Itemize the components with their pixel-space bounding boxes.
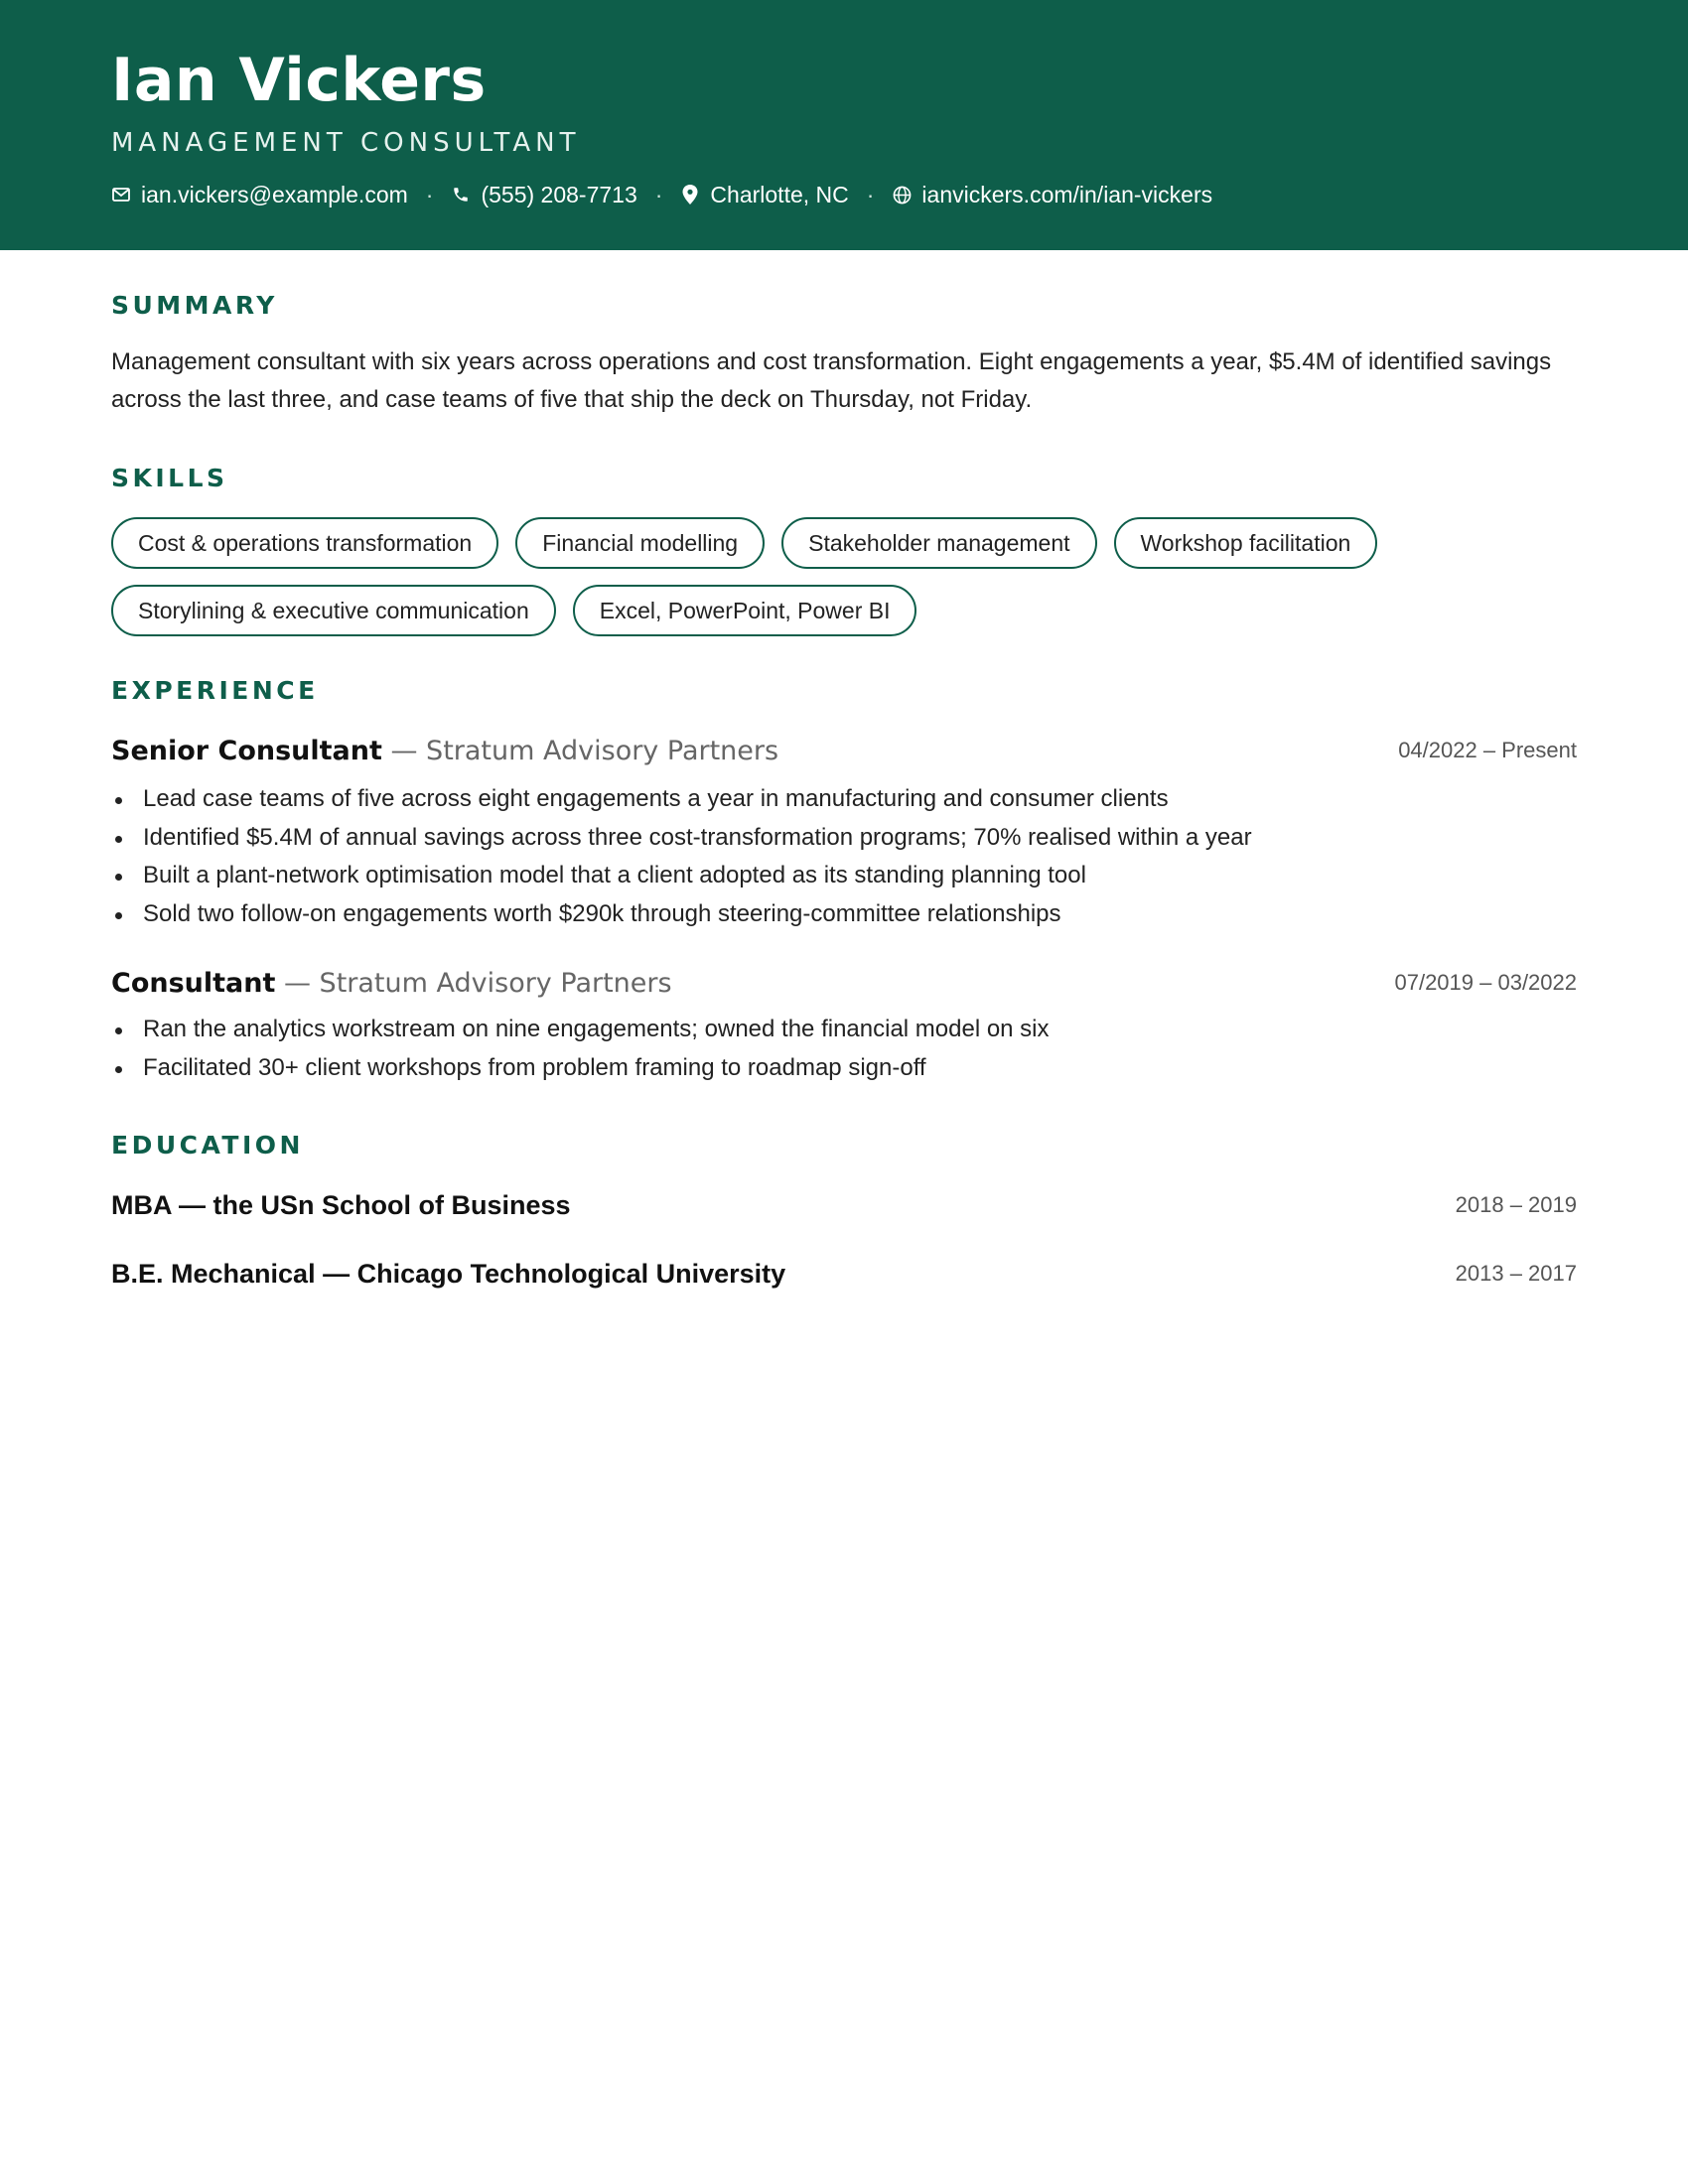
- envelope-icon: [111, 185, 131, 205]
- skills-heading: SKILLS: [111, 464, 228, 492]
- skill-chip: Storylining & executive communication: [111, 585, 556, 636]
- job-dates: 04/2022 – Present: [1398, 738, 1577, 762]
- experience-heading: EXPERIENCE: [111, 676, 319, 705]
- job-bullets: [111, 780, 1581, 933]
- skill-chip: Financial modelling: [515, 517, 765, 569]
- contact-location: [680, 182, 848, 208]
- bullet-item: Identified $5.4M of annual savings across three cost-transformation programs; 70% realised within a year: [111, 819, 1581, 858]
- contact-separator: ·: [425, 181, 434, 207]
- summary-text: Management consultant with six years across operations and cost transformation. Eight engagements a year, $5.4M of identified savings across the last three, and case teams of five that ship the deck on Thursday, not Friday.: [111, 348, 1552, 413]
- job-title: Senior Consultant: [111, 735, 382, 766]
- skills-row: [111, 517, 1591, 569]
- candidate-role: MANAGEMENT CONSULTANT: [111, 128, 581, 158]
- contact-phone-text: (555) 208-7713: [481, 181, 637, 207]
- education-entry: [111, 1254, 1577, 1294]
- skill-chip: Excel, PowerPoint, Power BI: [573, 585, 917, 636]
- job-header: [111, 963, 1577, 1003]
- contact-bar: [111, 179, 1212, 210]
- education-heading: EDUCATION: [111, 1131, 304, 1160]
- contact-website-text: ianvickers.com/in/ian-vickers: [921, 181, 1213, 207]
- contact-phone[interactable]: [451, 182, 636, 208]
- skill-chip: Cost & operations transformation: [111, 517, 498, 569]
- education-degree: B.E. Mechanical — Chicago Technological University: [111, 1258, 786, 1289]
- summary-heading: SUMMARY: [111, 291, 278, 320]
- job-bullets: [111, 1011, 1581, 1087]
- candidate-name: Ian Vickers: [111, 46, 487, 115]
- contact-separator: ·: [866, 181, 875, 207]
- job-header: [111, 731, 1577, 770]
- job-title-line: [111, 736, 778, 766]
- bullet-item: Facilitated 30+ client workshops from problem framing to roadmap sign-off: [111, 1049, 1581, 1088]
- job-title: Consultant: [111, 967, 276, 999]
- skill-chip: Stakeholder management: [781, 517, 1096, 569]
- map-pin-icon: [680, 185, 700, 205]
- contact-email-text: ian.vickers@example.com: [141, 181, 408, 207]
- education-dates: 2013 – 2017: [1455, 1261, 1577, 1286]
- education-degree: MBA — the USn School of Business: [111, 1189, 571, 1220]
- bullet-item: Lead case teams of five across eight engagements a year in manufacturing and consumer clients: [111, 780, 1581, 819]
- education-dates: 2018 – 2019: [1455, 1192, 1577, 1217]
- resume-header: [0, 0, 1688, 250]
- contact-location-text: Charlotte, NC: [710, 181, 849, 207]
- education-entry: [111, 1185, 1577, 1225]
- bullet-item: Built a plant-network optimisation model that a client adopted as its standing planning tool: [111, 857, 1581, 895]
- skills-list: [111, 517, 1591, 652]
- skills-row: [111, 585, 1591, 636]
- job-dates: 07/2019 – 03/2022: [1394, 970, 1577, 995]
- bullet-item: Ran the analytics workstream on nine engagements; owned the financial model on six: [111, 1011, 1581, 1049]
- bullet-item: Sold two follow-on engagements worth $290k through steering-committee relationships: [111, 895, 1581, 934]
- phone-icon: [451, 185, 471, 205]
- globe-icon: [892, 185, 912, 205]
- job-company: — Stratum Advisory Partners: [275, 967, 672, 999]
- job-title-line: [111, 968, 672, 999]
- skill-chip: Workshop facilitation: [1114, 517, 1378, 569]
- contact-email[interactable]: [111, 182, 408, 208]
- job-company: — Stratum Advisory Partners: [381, 735, 779, 766]
- contact-website[interactable]: [892, 182, 1212, 208]
- contact-separator: ·: [654, 181, 663, 207]
